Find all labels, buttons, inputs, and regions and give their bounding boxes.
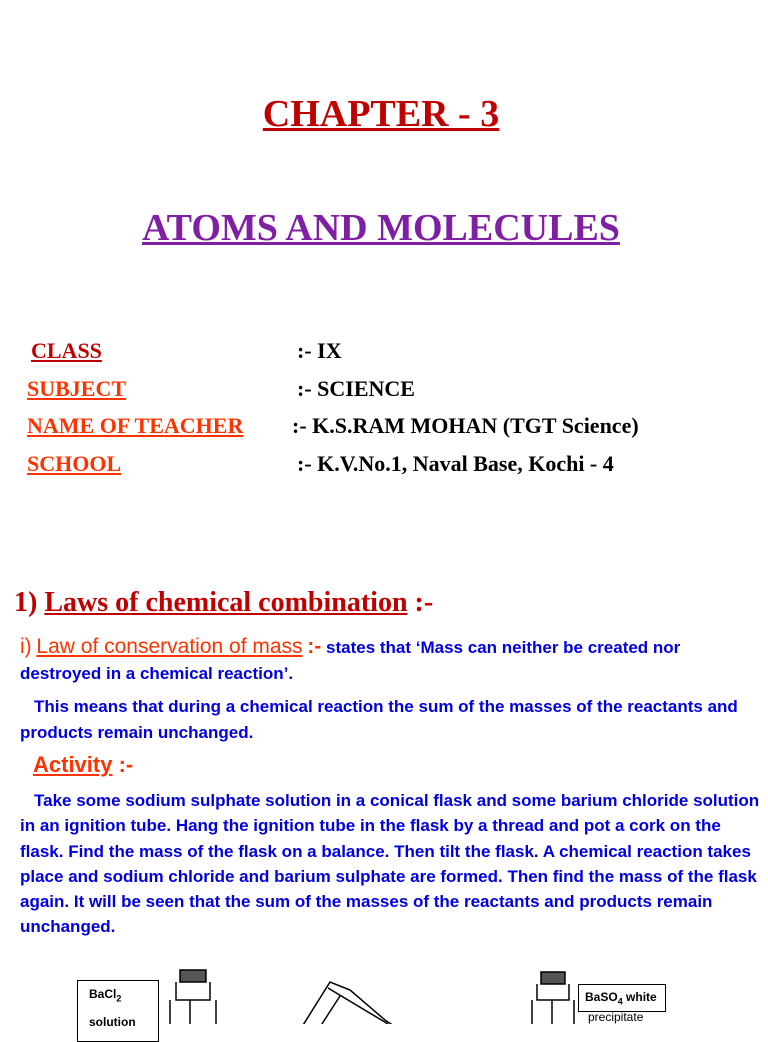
law-statement <box>20 634 750 687</box>
baso4-label-main: BaSO <box>585 990 618 1004</box>
baso4-label-box <box>578 984 666 1012</box>
law-separator: :- <box>307 635 322 658</box>
bacl2-label-sub: 2 <box>116 993 122 1004</box>
school-value: :- K.V.No.1, Naval Base, Kochi - 4 <box>297 451 614 476</box>
subject-label: SUBJECT <box>27 376 127 401</box>
topic-title: ATOMS AND MOLECULES <box>142 207 620 249</box>
bacl2-label-main: BaCl <box>89 987 117 1001</box>
subject-value: :- SCIENCE <box>297 376 415 401</box>
baso4-label-line2: precipitate <box>588 1010 644 1024</box>
section-title: Laws of chemical combination <box>44 587 408 618</box>
baso4-label-sub: 4 <box>617 996 623 1007</box>
section-number: 1) <box>14 587 38 618</box>
class-label: CLASS <box>31 338 102 363</box>
law-text: states that ‘Mass can neither be created nor destroyed in a chemical reaction’. <box>20 638 681 683</box>
activity-paragraph: Take some sodium sulphate solution in a conical flask and some barium chloride solution in an ignition tube. Hang the ignition tube in the flask by a thread and pot a cork on the flask. Find the mass of the flask on a balance. Then tilt the flask. A chemical reaction takes place and sodium chloride and barium sulphate are formed. Then find the mass of the flask again. It will be seen that the sum of the masses of the reactants and products remain unchanged. <box>20 791 760 937</box>
right-flask-icon <box>532 972 574 1024</box>
activity-separator: :- <box>118 752 134 777</box>
teacher-label: NAME OF TEACHER <box>27 413 244 438</box>
activity-label: Activity <box>33 752 113 777</box>
tilted-flask-icon <box>300 982 400 1024</box>
class-value: :- IX <box>297 338 342 363</box>
section-heading <box>14 587 433 619</box>
law-prefix: i) <box>20 635 32 658</box>
bacl2-label-line2: solution <box>89 1015 136 1029</box>
activity-heading <box>33 752 133 778</box>
teacher-value: :- K.S.RAM MOHAN (TGT Science) <box>292 413 639 438</box>
baso4-label-rest: white <box>622 990 657 1004</box>
left-flask-icon <box>170 970 216 1024</box>
law-name: Law of conservation of mass <box>36 635 303 658</box>
section-separator: :- <box>414 587 434 618</box>
chapter-title: CHAPTER - 3 <box>262 93 500 135</box>
explanation-paragraph: This means that during a chemical reaction the sum of the masses of the reactants and products remain unchanged. <box>20 697 738 742</box>
school-label: SCHOOL <box>27 451 122 476</box>
